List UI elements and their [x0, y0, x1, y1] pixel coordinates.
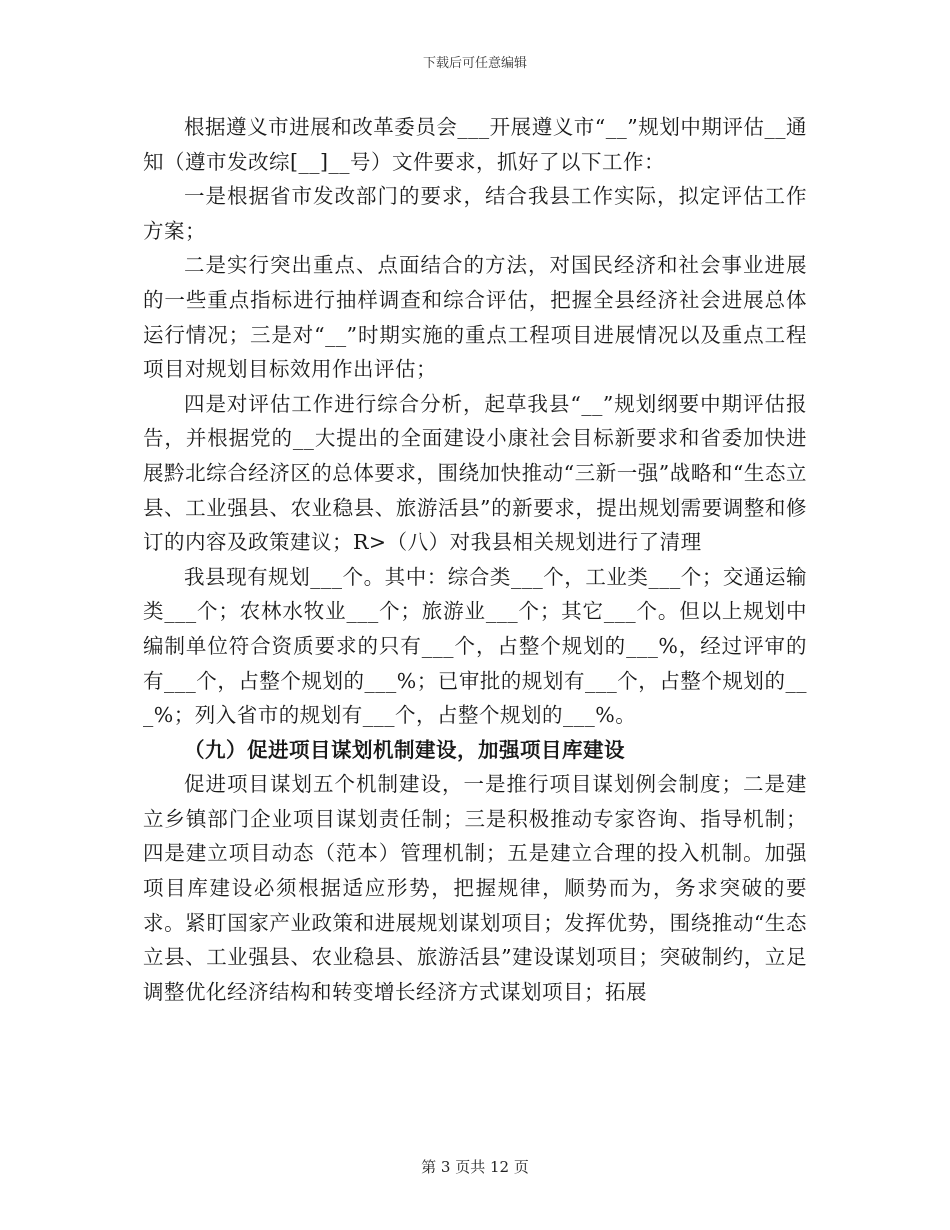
paragraph: 一是根据省市发改部门的要求，结合我县工作实际，拟定评估工作方案； — [143, 184, 807, 243]
document-body — [143, 110, 807, 1009]
paragraph: 二是实行突出重点、点面结合的方法，对国民经济和社会事业进展的一些重点指标进行抽样调查和综合评估，把握全县经济社会进展总体运行情况；三是对“__”时期实施的重点工程项目进展情况以及重点工程项目对规划目标效用作出评估； — [143, 253, 807, 382]
paragraph: 根据遵义市进展和改革委员会___开展遵义市“__”规划中期评估__通知（遵市发改综[__]__号）文件要求，抓好了以下工作： — [143, 115, 807, 174]
paragraph: 四是对评估工作进行综合分析，起草我县“__”规划纲要中期评估报告，并根据党的__大提出的全面建设小康社会目标新要求和省委加快进展黔北综合经济区的总体要求，围绕加快推动“三新一强”战略和“生态立县、工业强县、农业稳县、旅游活县”的新要求，提出规划需要调整和修订的内容及政策建议；R>（八）对我县相关规划进行了清理 — [143, 391, 807, 555]
section-heading: （九）促进项目谋划机制建设，加强项目库建设 — [184, 737, 625, 762]
paragraph: 我县现有规划___个。其中：综合类___个，工业类___个；交通运输类___个；农林水牧业___个；旅游业___个；其它___个。但以上规划中编制单位符合资质要求的只有___个，占整个规划的___%，经过评审的有___个，占整个规划的___%；已审批的规划有___个，占整个规划的___%；列入省市的规划有___个，占整个规划的___%。 — [143, 564, 807, 728]
page-header: 下载后可任意编辑 — [422, 56, 527, 71]
paragraph: 促进项目谋划五个机制建设，一是推行项目谋划例会制度；二是建立乡镇部门企业项目谋划责任制；三是积极推动专家咨询、指导机制；四是建立项目动态（范本）管理机制；五是建立合理的投入机制。加强项目库建设必须根据适应形势，把握规律，顺势而为，务求突破的要求。紧盯国家产业政策和进展规划谋划项目；发挥优势，围绕推动“生态立县、工业强县、农业稳县、旅游活县”建设谋划项目；突破制约，立足调整优化经济结构和转变增长经济方式谋划项目；拓展 — [143, 772, 807, 1004]
page-footer: 第 3 页共 12 页 — [421, 1158, 529, 1176]
